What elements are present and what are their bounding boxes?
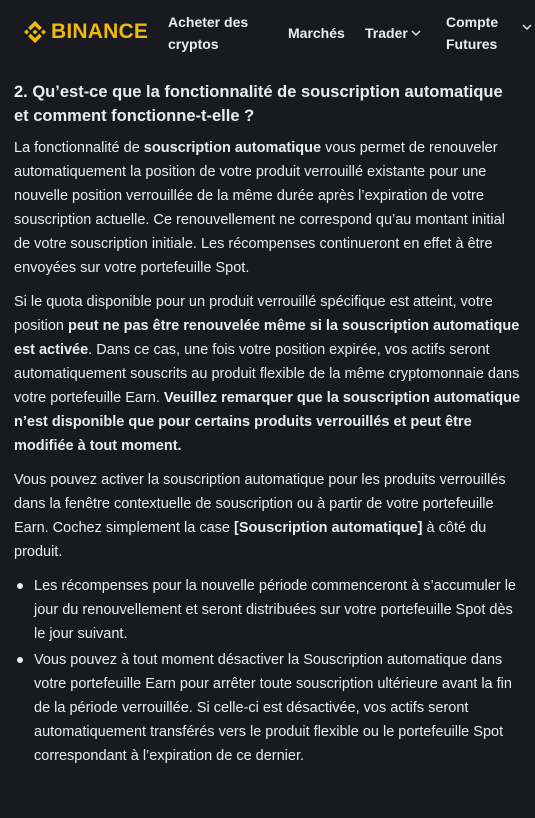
binance-logo[interactable] [24,20,148,44]
paragraph-activation [14,468,521,564]
list-item-text: Vous pouvez à tout moment désactiver la Souscription automatique dans votre portefeuille Earn pour arrêter toute souscription ultérieure avant la fin de la période verrouillée. Si celle-ci est désactivée, vos actifs seront automatiquement transférés vers le produit flexible ou le portefeuille Spot correspondant à l’expiration de ce dernier. [34,652,512,764]
logo-text: BINANCE [51,20,149,43]
text: à côté du produit. [14,520,487,560]
text: Vous pouvez activer la souscription automatique pour les produits verrouillés dans la fenêtre contextuelle de souscription ou à partir de votre portefeuille Earn. Cochez simplement la case [14,472,506,536]
nav-buy-crypto[interactable]: Acheter des cryptos [168,14,249,52]
chevron-down-icon[interactable] [522,22,532,32]
bullet-list [14,574,521,768]
paragraph-quota [14,290,521,458]
bold-text: souscription automatique [143,140,322,156]
list-item-text: Les récompenses pour la nouvelle période commenceront à s’accumuler le jour du renouvellement et seront distribuées sur votre portefeuille Spot dès le jour suivant. [34,578,516,642]
article-content [0,66,535,768]
chevron-down-icon [411,28,421,38]
list-item [14,574,521,646]
bullet-icon [17,657,23,663]
paragraph-auto-subscription-intro [14,136,521,280]
nav-futures-account[interactable]: Compte Futures [446,14,499,52]
nav-markets[interactable]: Marchés [288,25,345,41]
binance-logo-icon [24,21,46,43]
text: vous permet de renouveler automatiquement la position de votre produit verrouillé existante pour une nouvelle position verrouillée de la même durée après l’expiration de votre souscription actuelle. Ce renouvellement ne correspond qu’au montant initial de votre souscription initiale. Les récompenses continueront en effet à être envoyées sur votre portefeuille Spot. [14,140,505,276]
nav-trader-label: Trader [365,25,408,41]
section-heading: 2. Qu’est-ce que la fonctionnalité de souscription automatique et comment fonctionne-t-elle ? [14,83,503,125]
text: . Dans ce cas, une fois votre position expirée, vos actifs seront automatiquement souscrits au produit flexible de la même cryptomonnaie dans votre portefeuille Earn. [14,342,520,406]
top-nav-bar [0,0,535,66]
bullet-icon [17,583,23,589]
bold-text: peut ne pas être renouvelée même si la souscription automatique est activée [14,318,520,358]
list-item [14,648,521,768]
text: Si le quota disponible pour un produit verrouillé spécifique est atteint, votre position [14,294,493,334]
bold-text: Veuillez remarquer que la souscription automatique n’est disponible que pour certains produits verrouillés et peut être modifiée à tout moment. [14,390,521,454]
bold-text: [Souscription automatique] [234,520,423,536]
nav-trader[interactable] [365,22,421,44]
text: La fonctionnalité de [14,140,144,156]
